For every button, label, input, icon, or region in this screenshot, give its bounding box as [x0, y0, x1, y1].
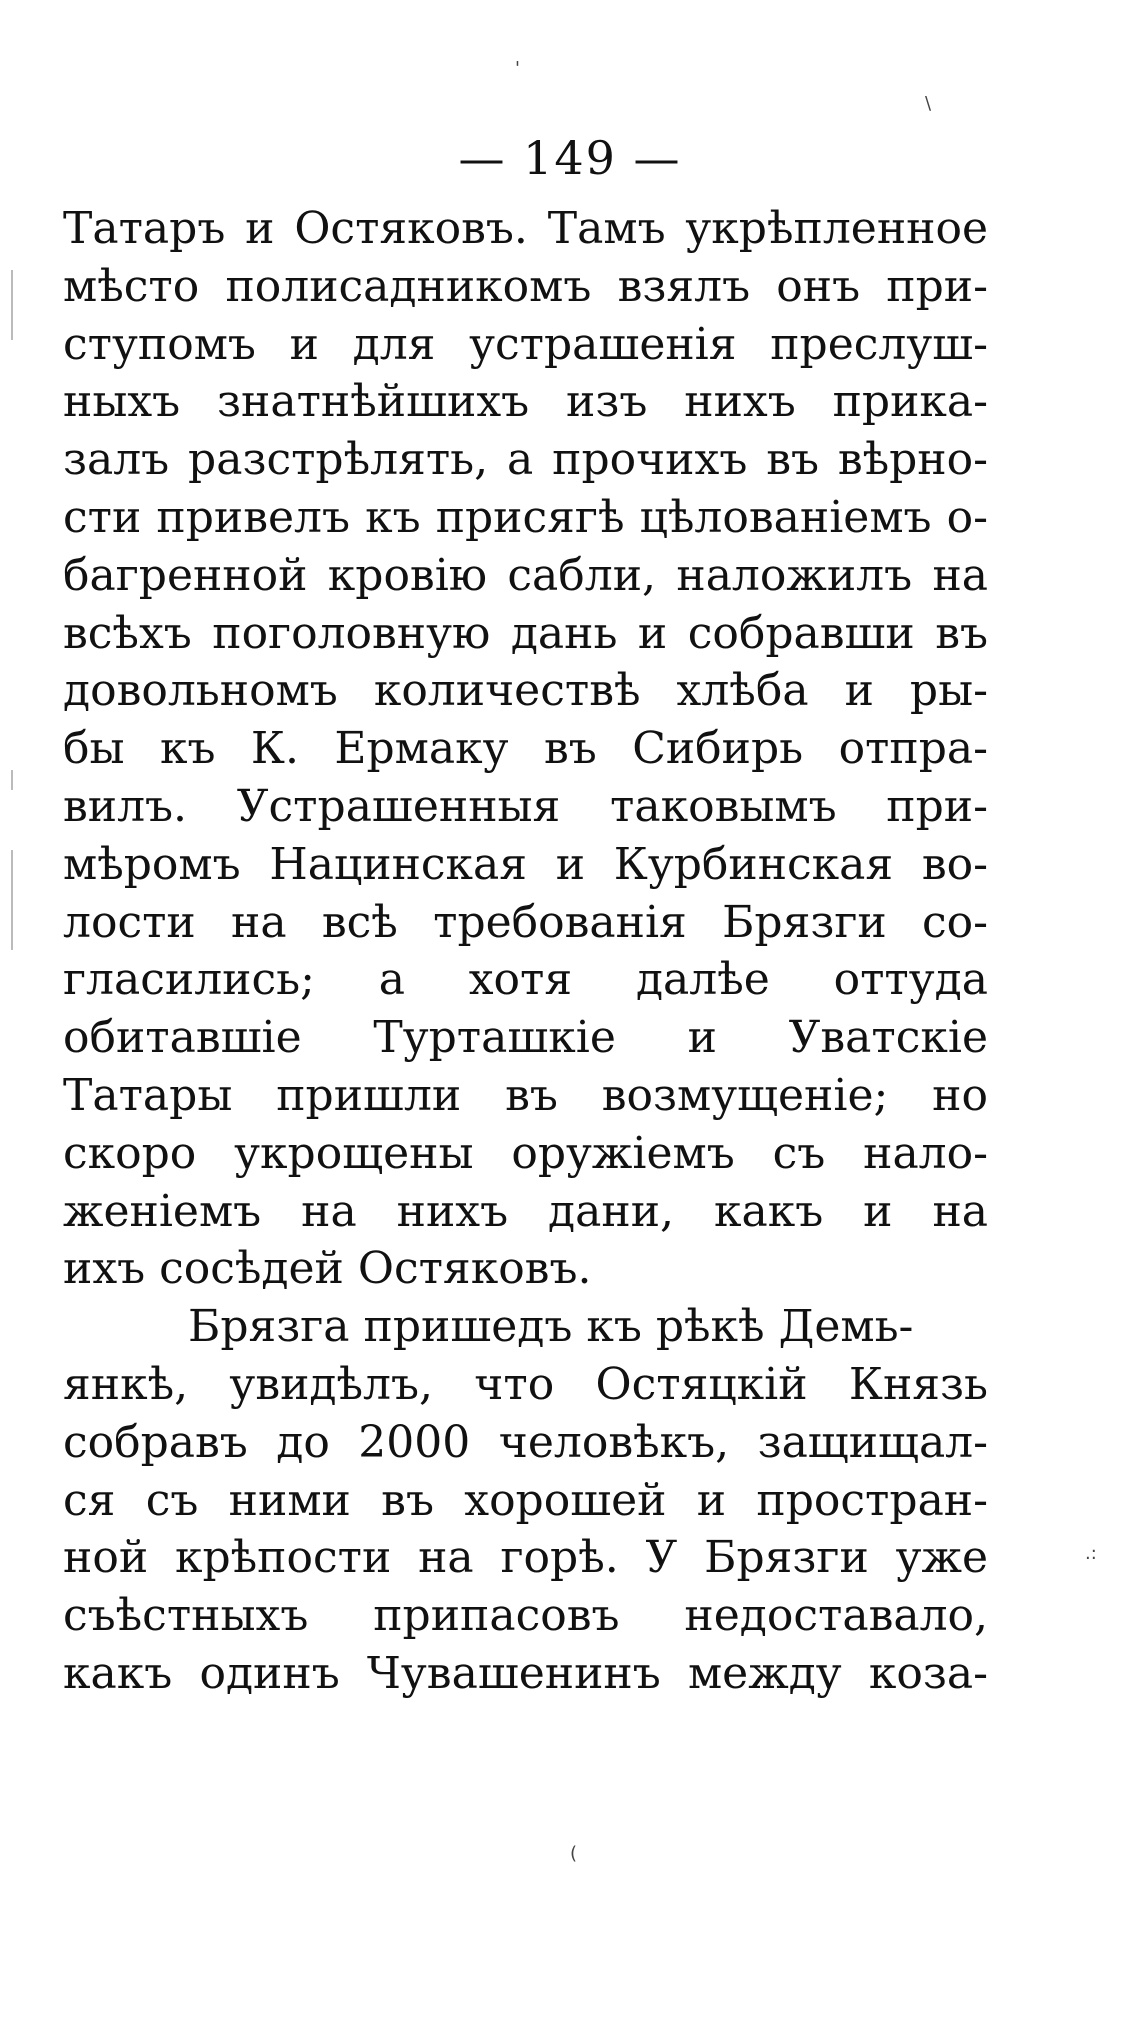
- text-line: ныхъ знатнѣйшихъ изъ нихъ прика-: [63, 376, 988, 428]
- page-number: — 149 —: [458, 131, 682, 185]
- text-line: обитавшіе Турташкіе и Уватскіе: [63, 1012, 988, 1064]
- text-line: сти привелъ къ присягѣ цѣлованіемъ о-: [63, 491, 988, 543]
- scan-margin-mark: [11, 770, 13, 790]
- text-line: вилъ. Устрашенныя таковымъ при-: [63, 780, 988, 832]
- scan-speck: \: [925, 93, 932, 114]
- text-line: багренной кровію сабли, наложилъ на: [63, 549, 988, 601]
- text-line: залъ разстрѣлять, а прочихъ въ вѣрно-: [63, 434, 988, 486]
- text-line: лости на всѣ требованія Брязги со-: [63, 896, 988, 948]
- text-line: ся съ ними въ хорошей и простран-: [63, 1474, 988, 1526]
- text-line: собравъ до 2000 человѣкъ, защищал-: [63, 1416, 988, 1468]
- text-line: довольномъ количествѣ хлѣба и ры-: [63, 665, 988, 717]
- text-line: бы къ К. Ермаку въ Сибирь отпра-: [63, 723, 988, 775]
- text-line: Татары пришли въ возмущеніе; но: [63, 1069, 988, 1121]
- text-line: ихъ сосѣдей Остяковъ.: [63, 1243, 592, 1295]
- text-line: всѣхъ поголовную дань и собравши въ: [63, 607, 988, 659]
- text-line: скоро укрощены оружіемъ съ нало-: [63, 1127, 988, 1179]
- text-line: ной крѣпости на горѣ. У Брязги уже: [63, 1532, 988, 1584]
- body-text: [63, 200, 988, 1703]
- scan-speck: (: [570, 1843, 578, 1864]
- text-line: съѣстныхъ припасовъ недоставало,: [63, 1590, 988, 1642]
- scan-speck: .:: [1085, 1543, 1097, 1564]
- scan-margin-mark: [11, 270, 13, 340]
- text-line: Брязга пришедъ къ рѣкѣ Демь-: [188, 1301, 914, 1353]
- text-line: гласились; а хотя далѣе оттуда: [63, 954, 988, 1006]
- text-line: мѣсто полисадникомъ взялъ онъ при-: [63, 260, 988, 312]
- text-line: Татаръ и Остяковъ. Тамъ укрѣпленное: [63, 203, 988, 254]
- text-line: какъ одинъ Чувашенинъ между коза-: [63, 1647, 988, 1699]
- text-line: мѣромъ Нацинская и Курбинская во-: [63, 838, 988, 890]
- text-line: женіемъ на нихъ дани, какъ и на: [63, 1185, 988, 1237]
- scan-speck: ': [515, 58, 520, 79]
- text-line: янкѣ, увидѣлъ, что Остяцкій Князь: [63, 1358, 988, 1410]
- text-line: ступомъ и для устрашенія преслуш-: [63, 318, 988, 370]
- scan-margin-mark: [11, 850, 13, 950]
